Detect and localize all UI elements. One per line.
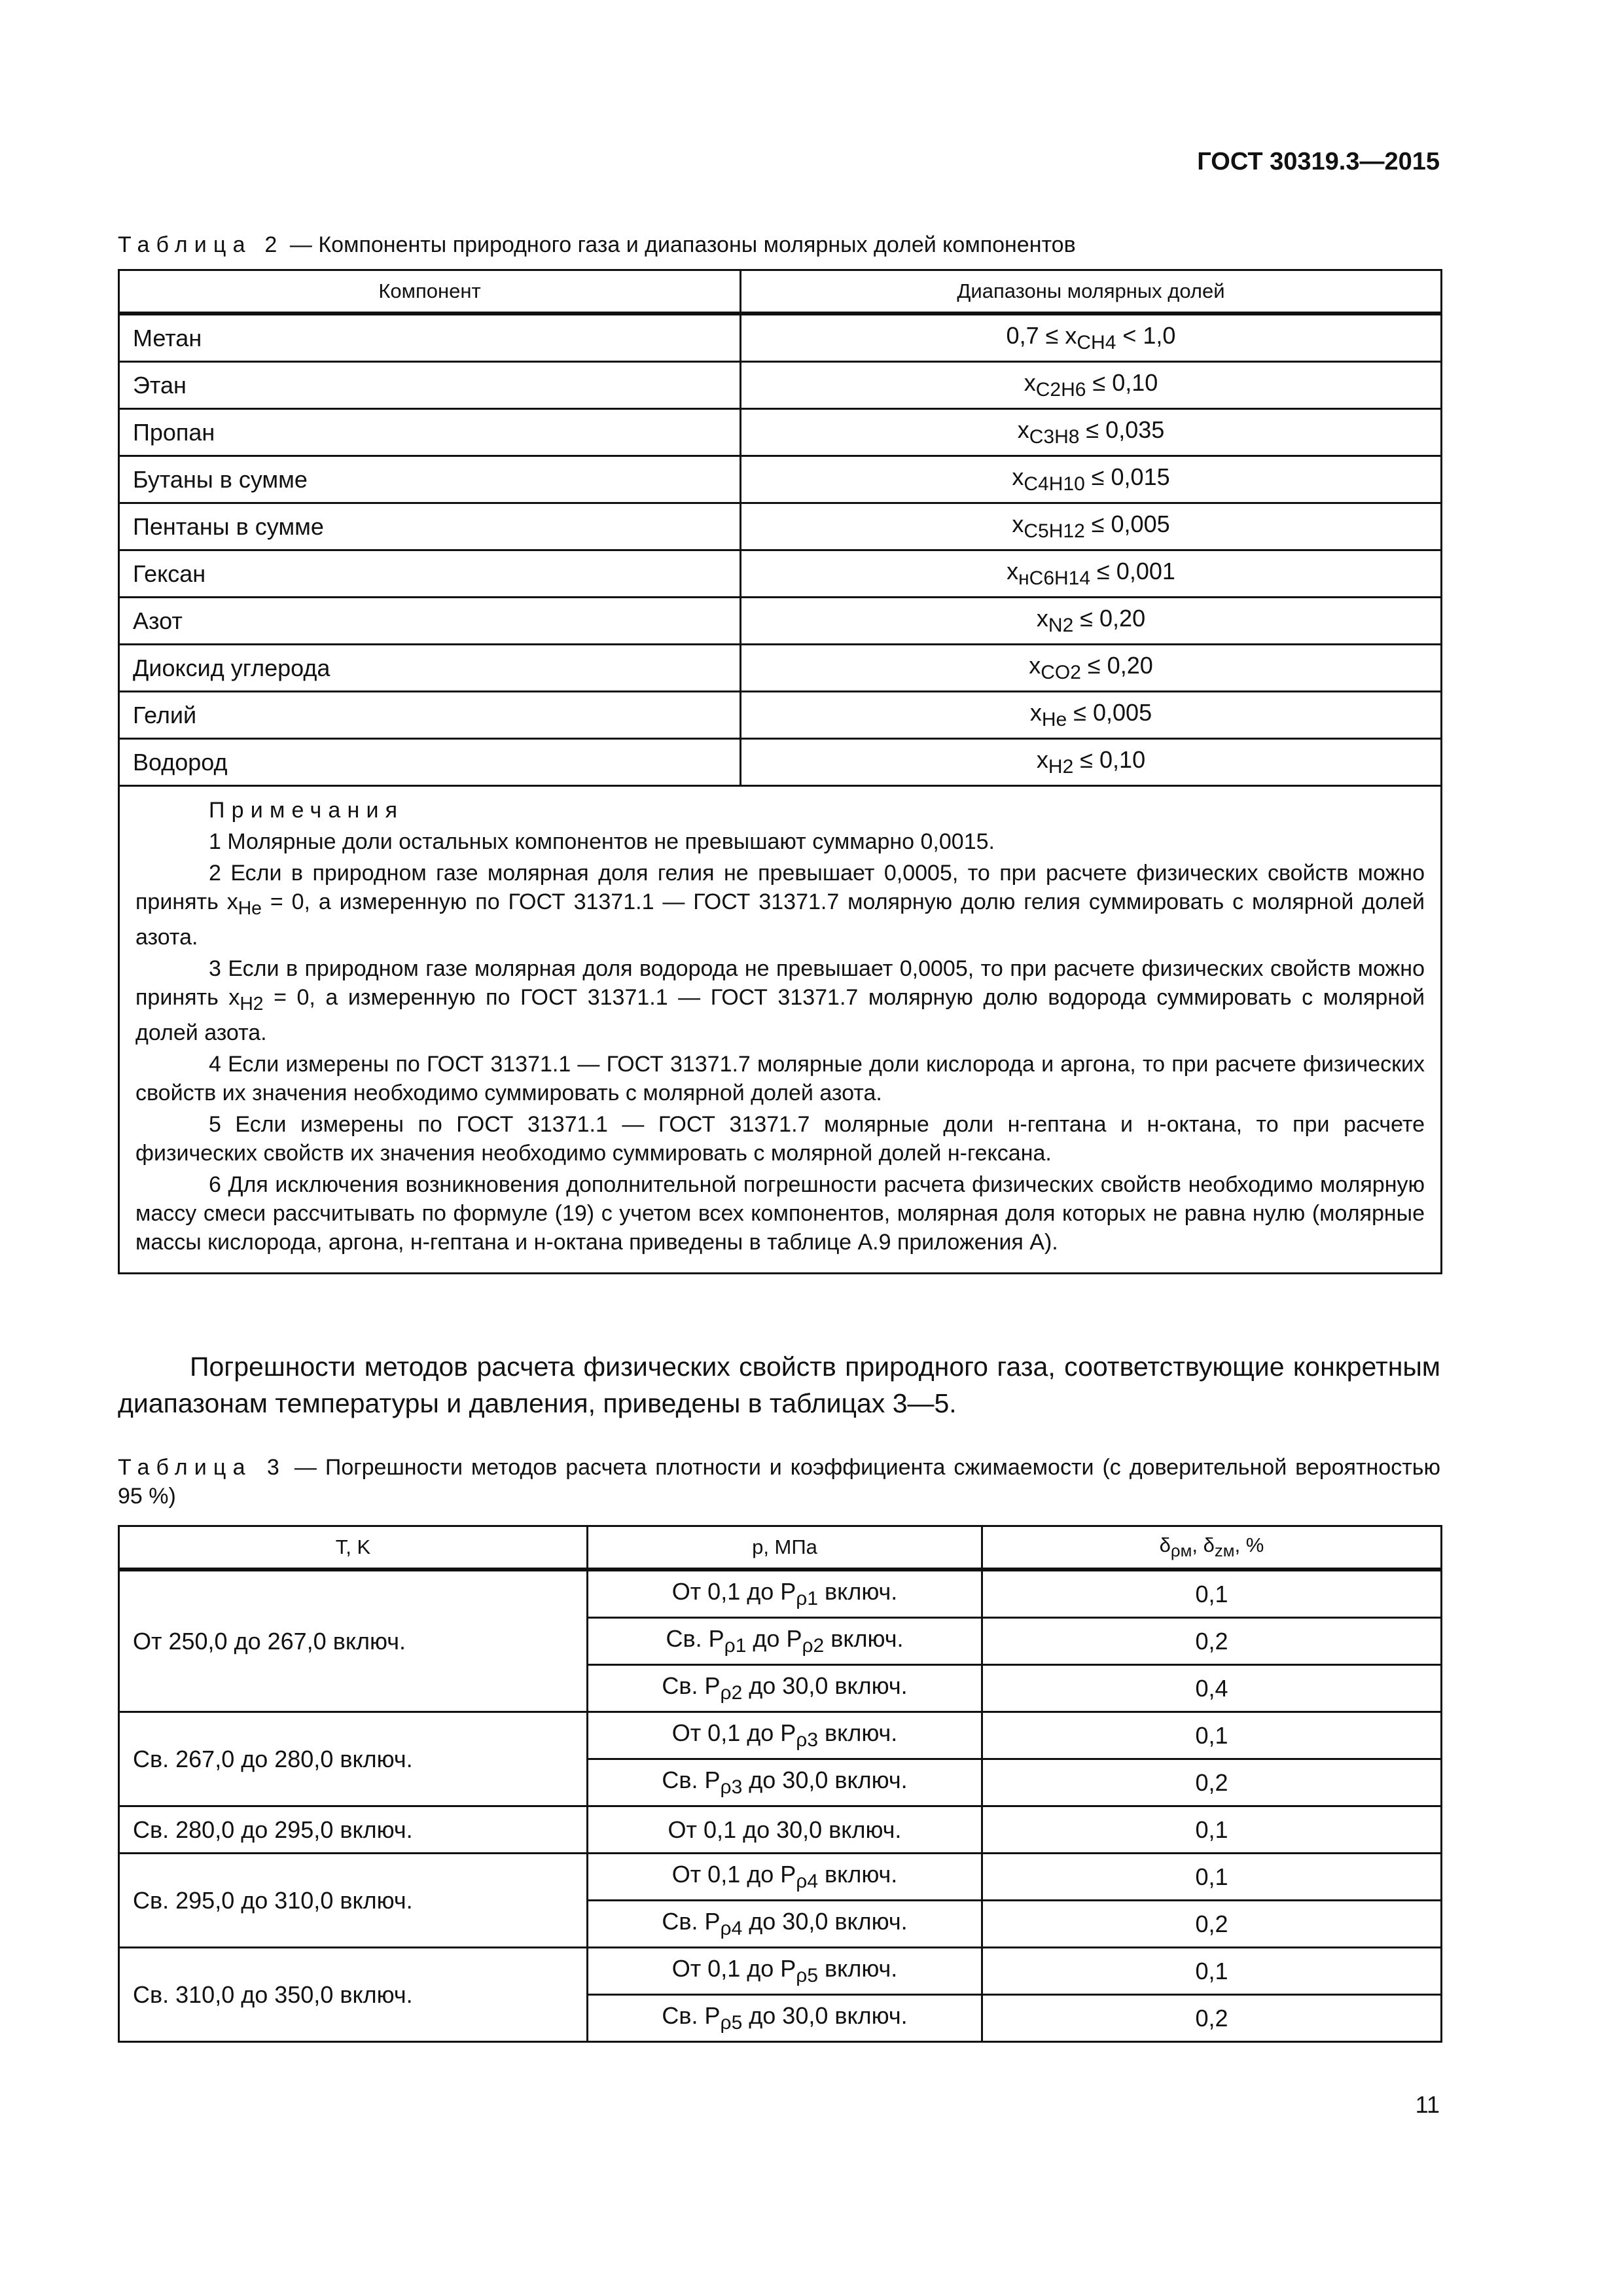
temperature-range: От 250,0 до 267,0 включ. — [119, 1570, 588, 1712]
table-row — [119, 456, 1442, 503]
col-header-pressure: p, МПа — [588, 1526, 982, 1570]
temperature-range: Св. 280,0 до 295,0 включ. — [119, 1806, 588, 1854]
error-value: 0,1 — [982, 1712, 1442, 1759]
temperature-range: Св. 310,0 до 350,0 включ. — [119, 1948, 588, 2042]
table-row — [119, 692, 1442, 739]
component-range: $x_{C4H10} \le 0,015$ — [741, 456, 1442, 503]
note-item: 6 Для исключения возникновения дополнительной погрешности расчета физических свойств необходимо молярную массу смеси рассчитывать по формуле (19) с учетом всех компонентов, молярная доля которых не равна нулю (молярные массы кислорода, аргона, н-гептана и н-октана приведены в таблице А.9 приложения А). — [135, 1172, 1425, 1255]
error-value: 0,2 — [982, 1618, 1442, 1665]
error-value: 0,1 — [982, 1854, 1442, 1901]
col-header-error: $\delta_{\rho м}$, $\delta_{zм}$, % — [982, 1526, 1442, 1570]
pressure-range: От 0,1 до $P_{\rho 1}$ включ. — [588, 1570, 982, 1618]
table3-caption-label: Таблица 3 — [118, 1455, 286, 1480]
temperature-range: Св. 295,0 до 310,0 включ. — [119, 1854, 588, 1948]
table-row — [119, 409, 1442, 456]
component-range: $x_{N2} \le 0,20$ — [741, 598, 1442, 645]
error-value: 0,2 — [982, 1901, 1442, 1948]
table-row — [119, 503, 1442, 550]
col-header-component: Компонент — [119, 270, 741, 314]
component-range: $0,7 \le x_{CH4} < 1,0$ — [741, 314, 1442, 362]
table3-caption-text: — Погрешности методов расчета плотности и коэффициента сжимаемости (с доверительной вероятностью 95 %) — [118, 1455, 1441, 1509]
table-row — [119, 362, 1442, 409]
note-item: 2 Если в природном газе молярная доля гелия не превышает 0,0005, то при расчете физических свойств можно принять $x_{He} = 0$, а измеренную по ГОСТ 31371.1 — ГОСТ 31371.7 молярную долю гелия суммировать с молярной долей азота. — [135, 861, 1425, 950]
pressure-range: От 0,1 до 30,0 включ. — [588, 1806, 982, 1854]
component-range: $x_{C3H8} \le 0,035$ — [741, 409, 1442, 456]
table2-caption — [118, 230, 1076, 259]
table-row — [119, 1948, 1442, 1995]
component-name: Метан — [119, 314, 741, 362]
notes-title: Примечания — [209, 798, 404, 823]
component-name: Гексан — [119, 550, 741, 598]
table-row — [119, 314, 1442, 362]
table-row — [119, 1854, 1442, 1901]
pressure-range: От 0,1 до $P_{\rho 5}$ включ. — [588, 1948, 982, 1995]
note-item: 5 Если измерены по ГОСТ 31371.1 — ГОСТ 31371.7 молярные доли н-гептана и н-октана, то при расчете физических свойств их значения необходимо суммировать с молярной долей н-гексана. — [135, 1111, 1425, 1166]
component-name: Бутаны в сумме — [119, 456, 741, 503]
pressure-range: Св. $P_{\rho 2}$ до 30,0 включ. — [588, 1665, 982, 1712]
table2-caption-label: Таблица 2 — [118, 232, 284, 257]
table-row — [119, 739, 1442, 786]
pressure-range: Св. $P_{\rho 5}$ до 30,0 включ. — [588, 1995, 982, 2042]
error-value: 0,2 — [982, 1759, 1442, 1806]
error-value: 0,4 — [982, 1665, 1442, 1712]
pressure-range: Св. $P_{\rho 1}$ до $P_{\rho 2}$ включ. — [588, 1618, 982, 1665]
component-name: Диоксид углерода — [119, 645, 741, 692]
table-row — [119, 645, 1442, 692]
components-table — [118, 269, 1442, 1274]
table-row — [119, 550, 1442, 598]
component-range: $x_{C5H12} \le 0,005$ — [741, 503, 1442, 550]
table2-caption-text: — Компоненты природного газа и диапазоны молярных долей компонентов — [283, 232, 1076, 257]
component-range: $x_{H2} \le 0,10$ — [741, 739, 1442, 786]
error-value: 0,2 — [982, 1995, 1442, 2042]
component-name: Пентаны в сумме — [119, 503, 741, 550]
component-name: Гелий — [119, 692, 741, 739]
pressure-range: От 0,1 до $P_{\rho 4}$ включ. — [588, 1854, 982, 1901]
component-range: $x_{He} \le 0,005$ — [741, 692, 1442, 739]
component-range: $x_{CO2} \le 0,20$ — [741, 645, 1442, 692]
accuracy-table — [118, 1525, 1442, 2043]
error-value: 0,1 — [982, 1806, 1442, 1854]
table-row — [119, 1806, 1442, 1854]
error-value: 0,1 — [982, 1570, 1442, 1618]
note-item: 1 Молярные доли остальных компонентов не превышают суммарно 0,0015. — [209, 829, 995, 854]
table-header-row — [119, 270, 1442, 314]
component-name: Азот — [119, 598, 741, 645]
pressure-range: Св. $P_{\rho 4}$ до 30,0 включ. — [588, 1901, 982, 1948]
col-header-range: Диапазоны молярных долей — [741, 270, 1442, 314]
component-name: Этан — [119, 362, 741, 409]
component-range: $x_{нC6H14} \le 0,001$ — [741, 550, 1442, 598]
table-row — [119, 1712, 1442, 1759]
page-number: 11 — [1415, 2091, 1440, 2118]
notes-cell — [119, 786, 1442, 1274]
table-row — [119, 598, 1442, 645]
note-item: 4 Если измерены по ГОСТ 31371.1 — ГОСТ 31371.7 молярные доли кислорода и аргона, то при расчете физических свойств их значения необходимо суммировать с молярной долей азота. — [135, 1051, 1425, 1105]
notes-row — [119, 786, 1442, 1274]
temperature-range: Св. 267,0 до 280,0 включ. — [119, 1712, 588, 1806]
note-item: 3 Если в природном газе молярная доля водорода не превышает 0,0005, то при расчете физических свойств можно принять $x_{H2} = 0$, а измеренную по ГОСТ 31371.1 — ГОСТ 31371.7 молярную долю водорода суммировать с молярной долей азота. — [135, 956, 1425, 1045]
col-header-temperature: T, K — [119, 1526, 588, 1570]
table3-caption — [118, 1453, 1440, 1511]
document-header: ГОСТ 30319.3—2015 — [1197, 148, 1440, 175]
table-header-row — [119, 1526, 1442, 1570]
component-range: $x_{C2H6} \le 0,10$ — [741, 362, 1442, 409]
component-name: Пропан — [119, 409, 741, 456]
table-row — [119, 1570, 1442, 1618]
error-value: 0,1 — [982, 1948, 1442, 1995]
component-name: Водород — [119, 739, 741, 786]
body-paragraph: Погрешности методов расчета физических свойств природного газа, соответствующие конкретным диапазонам температуры и давления, приведены в таблицах 3—5. — [118, 1352, 1440, 1418]
pressure-range: Св. $P_{\rho 3}$ до 30,0 включ. — [588, 1759, 982, 1806]
pressure-range: От 0,1 до $P_{\rho 3}$ включ. — [588, 1712, 982, 1759]
